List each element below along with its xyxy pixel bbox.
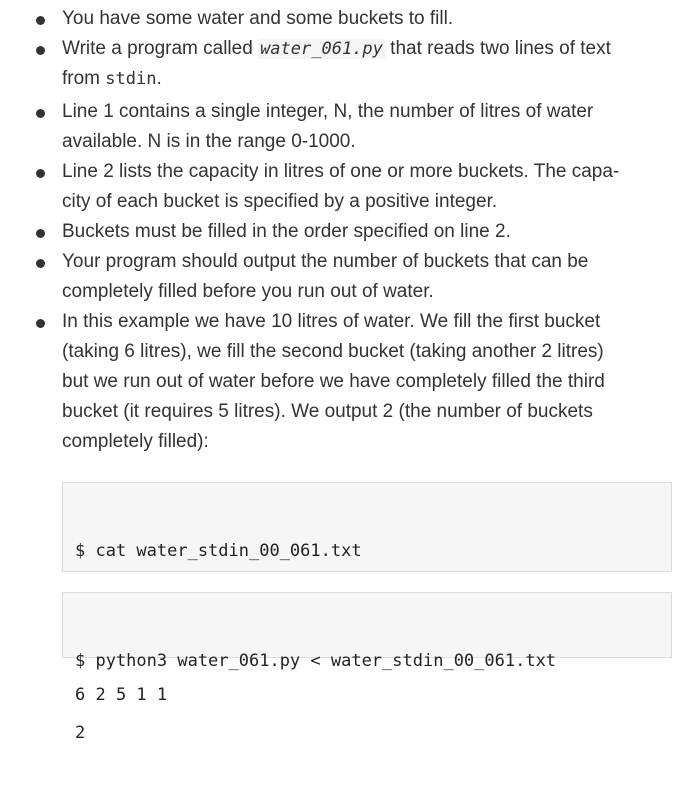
bullet-text: Line 1 contains a single integer, N, the number of litres of water <box>62 101 594 122</box>
filename-code: water_061.py <box>260 39 383 59</box>
bullet-text: that reads two lines of text <box>384 38 611 59</box>
bullet-text: available. N is in the range 0-1000. <box>62 131 356 152</box>
bullet-text: Your program should output the number of buckets that can be <box>62 251 589 272</box>
bullet-icon <box>36 16 45 25</box>
list-item <box>0 97 700 157</box>
code-line: $ cat water_stdin_00_061.txt <box>75 541 362 561</box>
bullet-text: . <box>156 68 162 89</box>
bullet-text: bucket (it requires 5 litres). We output 2 (the number of buckets <box>62 401 593 422</box>
code-line: 6 2 5 1 1 <box>75 685 168 705</box>
bullet-icon <box>36 109 45 118</box>
bullet-icon <box>36 229 45 238</box>
bullet-icon <box>36 259 45 268</box>
bullet-text: completely filled): <box>62 431 209 452</box>
list-item <box>0 157 700 217</box>
bullet-text: but we run out of water before we have completely filled the third <box>62 371 605 392</box>
bullet-icon <box>36 319 45 328</box>
code-line: 2 <box>75 723 86 743</box>
bullet-text: Buckets must be filled in the order specified on line 2. <box>62 221 511 242</box>
bullet-text: You have some water and some buckets to fill. <box>62 8 454 29</box>
list-item <box>0 4 700 34</box>
bullet-text: from <box>62 68 106 89</box>
bullet-text: Line 2 lists the capacity in litres of one or more buckets. The capa- <box>62 161 620 182</box>
list-item <box>0 34 700 94</box>
bullet-text: city of each bucket is specified by a positive integer. <box>62 191 498 212</box>
stdin-code: stdin <box>105 69 157 89</box>
bullet-text: (taking 6 litres), we fill the second bucket (taking another 2 litres) <box>62 341 604 362</box>
code-line: $ python3 water_061.py < water_stdin_00_061.txt <box>75 651 557 671</box>
list-item <box>0 307 700 457</box>
bullet-text: completely filled before you run out of water. <box>62 281 434 302</box>
bullet-icon <box>36 46 45 55</box>
bullet-text: In this example we have 10 litres of water. We fill the first bucket <box>62 311 601 332</box>
list-item <box>0 217 700 247</box>
bullet-icon <box>36 169 45 178</box>
instructions-list <box>0 4 700 457</box>
bullet-text: Write a program called <box>62 38 259 59</box>
list-item <box>0 247 700 307</box>
